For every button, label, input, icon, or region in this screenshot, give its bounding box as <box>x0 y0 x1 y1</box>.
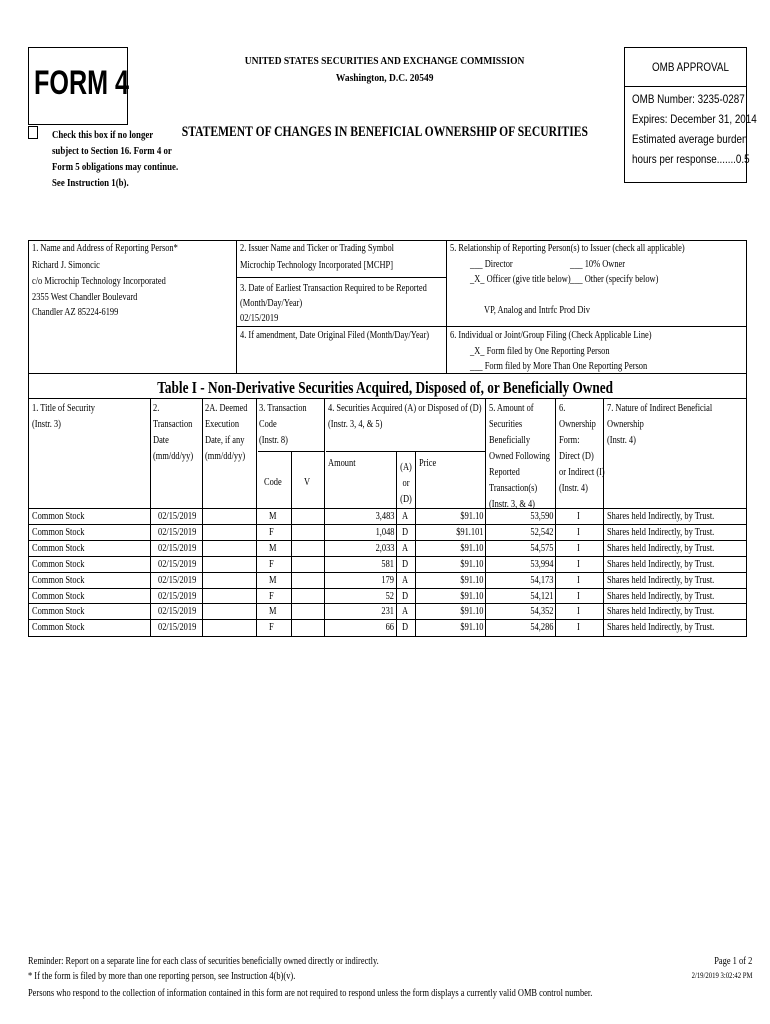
cell-price: $91.10 <box>459 622 483 634</box>
header-line: (mm/dd/yy) <box>153 451 194 462</box>
grid-line <box>28 636 747 637</box>
header-line: 5. Amount of <box>489 403 534 414</box>
cell-title: Common Stock <box>32 511 85 522</box>
reporting-person-address: c/o Microchip Technology Incorporated <box>32 276 166 287</box>
col-header-title <box>32 401 107 433</box>
relationship-label: 5. Relationship of Reporting Person(s) to Issuer (check all applicable) <box>450 243 685 254</box>
cell-ownership: I <box>577 606 580 618</box>
header-line: Transaction <box>153 419 193 430</box>
omb-divider <box>624 86 747 87</box>
grid-line <box>446 240 447 374</box>
omb-expires: Expires: December 31, 2014 <box>632 112 757 126</box>
cell-date: 02/15/2019 <box>158 511 197 522</box>
col-header-deemed <box>205 401 256 465</box>
header-line: (Instr. 4) <box>607 435 636 446</box>
row-divider <box>28 540 747 541</box>
cell-date: 02/15/2019 <box>158 558 197 570</box>
cell-owned: 54,173 <box>529 574 553 586</box>
header-line: 6. <box>559 403 566 414</box>
statement-title: STATEMENT OF CHANGES IN BENEFICIAL OWNERSHIP OF SECURITIES <box>181 124 589 140</box>
cell-price: $91.10 <box>459 574 483 586</box>
header-line: 1. Title of Security <box>32 403 96 414</box>
row-divider <box>28 572 747 573</box>
grid-line <box>291 451 292 636</box>
cell-a-or-d: D <box>402 622 409 634</box>
header-line: (Instr. 3, 4, & 5) <box>328 419 383 430</box>
grid-line <box>236 240 237 374</box>
grid-line <box>746 374 747 636</box>
cell-amount: 2,033 <box>375 542 394 554</box>
header-line: 2A. Deemed <box>205 403 248 414</box>
cell-ownership: I <box>577 558 580 570</box>
grid-line <box>746 240 747 374</box>
grid-line <box>28 374 29 636</box>
cell-nature: Shares held Indirectly, by Trust. <box>607 622 715 634</box>
earliest-date-label: 3. Date of Earliest Transaction Required to be Reported <box>240 283 427 294</box>
grid-line <box>28 508 747 509</box>
cell-title: Common Stock <box>32 622 85 634</box>
cell-amount: 66 <box>385 622 394 634</box>
reporting-person-address: 2355 West Chandler Boulevard <box>32 292 138 303</box>
cell-nature: Shares held Indirectly, by Trust. <box>607 590 715 602</box>
header-line: Date, if any <box>205 435 245 446</box>
header-line: Securities <box>489 419 523 430</box>
cell-date: 02/15/2019 <box>158 574 197 586</box>
cell-owned: 53,590 <box>529 511 553 522</box>
cell-amount: 52 <box>385 590 394 602</box>
amendment-label: 4. If amendment, Date Original Filed (Month/Day/Year) <box>240 330 430 341</box>
cell-nature: Shares held Indirectly, by Trust. <box>607 526 715 538</box>
col-subheader-amount: Amount <box>328 458 356 469</box>
grid-line <box>396 451 397 636</box>
grid-line <box>324 398 325 636</box>
grid-line <box>415 451 416 636</box>
cell-owned: 52,542 <box>529 526 553 538</box>
cell-amount: 179 <box>381 574 394 586</box>
cell-nature: Shares held Indirectly, by Trust. <box>607 542 715 554</box>
header-line: 4. Securities Acquired (A) or Disposed of (D) <box>328 403 482 414</box>
cell-amount: 581 <box>381 558 394 570</box>
cell-title: Common Stock <box>32 574 85 586</box>
cell-a-or-d: D <box>402 526 409 538</box>
cell-a-or-d: D <box>402 590 409 602</box>
footer-omb-notice: Persons who respond to the collection of information contained in this form are not required to respond unless the form displays a currently valid OMB control number. <box>28 988 593 999</box>
header-line: Beneficially <box>489 435 531 446</box>
relationship-ten-pct: ___ 10% Owner <box>570 259 626 270</box>
cell-nature: Shares held Indirectly, by Trust. <box>607 511 715 522</box>
cell-a-or-d: D <box>402 558 409 570</box>
cell-price: $91.10 <box>459 558 483 570</box>
cell-a-or-d: A <box>402 606 409 618</box>
filing-one: _X_ Form filed by One Reporting Person <box>470 346 610 357</box>
col-header-code <box>259 401 316 449</box>
header-line: (Instr. 3, & 4) <box>489 499 535 510</box>
header-line: 7. Nature of Indirect Beneficial <box>607 403 713 414</box>
footer-reminder: Reminder: Report on a separate line for each class of securities beneficially owned directly or indirectly. <box>28 956 379 967</box>
footer-instruction: * If the form is filed by more than one reporting person, see Instruction 4(b)(v). <box>28 971 296 982</box>
relationship-other: ___ Other (specify below) <box>570 274 659 285</box>
cell-date: 02/15/2019 <box>158 542 197 554</box>
cell-ownership: I <box>577 574 580 586</box>
cell-title: Common Stock <box>32 590 85 602</box>
cell-nature: Shares held Indirectly, by Trust. <box>607 574 715 586</box>
table-title: Table I - Non-Derivative Securities Acquired, Disposed of, or Beneficially Owned <box>157 378 613 397</box>
cell-nature: Shares held Indirectly, by Trust. <box>607 558 715 570</box>
grid-line <box>236 277 446 278</box>
row-divider <box>28 524 747 525</box>
header-line: Ownership <box>559 419 596 430</box>
header-line: Date <box>153 435 169 446</box>
cell-ownership: I <box>577 526 580 538</box>
cell-price: $91.10 <box>459 542 483 554</box>
reporting-person-name: Richard J. Simoncic <box>32 260 100 271</box>
cell-amount: 3,483 <box>375 511 394 522</box>
cell-code: M <box>269 511 277 522</box>
cell-amount: 1,048 <box>375 526 394 538</box>
cell-nature: Shares held Indirectly, by Trust. <box>607 606 715 618</box>
cell-owned: 54,352 <box>529 606 553 618</box>
print-timestamp: 2/19/2019 3:02:42 PM <box>691 971 752 980</box>
header-line: Execution <box>205 419 240 430</box>
cell-a-or-d: A <box>402 511 409 522</box>
cell-title: Common Stock <box>32 558 85 570</box>
cell-date: 02/15/2019 <box>158 590 197 602</box>
col-subheader-a-or-d <box>398 460 414 508</box>
officer-title: VP, Analog and Intrfc Prod Div <box>484 305 590 316</box>
row-divider <box>28 556 747 557</box>
header-line: or <box>402 478 410 489</box>
cell-code: M <box>269 606 277 618</box>
issuer-value: Microchip Technology Incorporated [MCHP] <box>240 260 393 271</box>
cell-date: 02/15/2019 <box>158 526 197 538</box>
header-line: (D) <box>400 494 412 505</box>
cell-a-or-d: A <box>402 542 409 554</box>
col-header-ownership-form <box>559 401 613 497</box>
grid-line <box>202 398 203 636</box>
header-line: Reported <box>489 467 520 478</box>
header-line: Code <box>259 419 277 430</box>
grid-line <box>28 398 747 399</box>
cell-price: $91.10 <box>459 511 483 522</box>
cell-ownership: I <box>577 542 580 554</box>
cell-price: $91.10 <box>459 606 483 618</box>
col-subheader-code: Code <box>264 477 282 488</box>
cell-owned: 53,994 <box>529 558 553 570</box>
header-line: Owned Following <box>489 451 550 462</box>
header-line: Direct (D) <box>559 451 594 462</box>
cell-ownership: I <box>577 590 580 602</box>
grid-line <box>150 398 151 636</box>
col-subheader-v: V <box>304 477 311 488</box>
col-subheader-price: Price <box>419 458 437 469</box>
cell-code: F <box>269 590 274 602</box>
header-line: (Instr. 4) <box>559 483 588 494</box>
omb-burden-2: hours per response.......0.5 <box>632 152 750 166</box>
relationship-officer: _X_ Officer (give title below) <box>470 274 571 285</box>
header-line: or Indirect (I) <box>559 467 605 478</box>
col-header-nature <box>607 401 732 449</box>
cell-amount: 231 <box>381 606 394 618</box>
grid-line <box>28 240 747 241</box>
reporting-person-address: Chandler AZ 85224-6199 <box>32 307 119 318</box>
cell-owned: 54,121 <box>529 590 553 602</box>
cell-date: 02/15/2019 <box>158 622 197 634</box>
relationship-director: ___ Director <box>470 259 513 270</box>
cell-code: F <box>269 622 274 634</box>
filing-label: 6. Individual or Joint/Group Filing (Check Applicable Line) <box>450 330 652 341</box>
cell-code: M <box>269 574 277 586</box>
omb-number: OMB Number: 3235-0287 <box>632 92 745 106</box>
earliest-date-value: 02/15/2019 <box>240 313 279 324</box>
omb-approval-heading: OMB APPROVAL <box>652 60 729 74</box>
col-header-owned <box>489 401 562 513</box>
header-line: Ownership <box>607 419 644 430</box>
cell-ownership: I <box>577 511 580 522</box>
cell-code: M <box>269 542 277 554</box>
grid-line <box>485 398 486 636</box>
row-divider <box>28 588 747 589</box>
col-header-date <box>153 401 201 465</box>
cell-a-or-d: A <box>402 574 409 586</box>
row-divider <box>28 619 747 620</box>
cell-owned: 54,286 <box>529 622 553 634</box>
agency-location: Washington, D.C. 20549 <box>336 72 434 84</box>
cell-title: Common Stock <box>32 542 85 554</box>
cell-price: $91.10 <box>459 590 483 602</box>
header-line: Transaction(s) <box>489 483 538 494</box>
cell-owned: 54,575 <box>529 542 553 554</box>
header-line: (A) <box>400 462 412 473</box>
header-line: (mm/dd/yy) <box>205 451 246 462</box>
cell-code: F <box>269 526 274 538</box>
cell-title: Common Stock <box>32 526 85 538</box>
checkbox-text-line: subject to Section 16. Form 4 or <box>52 146 172 157</box>
cell-price: $91.101 <box>455 526 483 538</box>
checkbox-text-line: See Instruction 1(b). <box>52 178 129 189</box>
header-line: 2. <box>153 403 160 414</box>
header-line: 3. Transaction <box>259 403 307 414</box>
grid-line <box>326 451 485 452</box>
grid-line <box>256 398 257 636</box>
omb-burden-1: Estimated average burden <box>632 132 748 146</box>
header-line: (Instr. 3) <box>32 419 61 430</box>
page-number: Page 1 of 2 <box>713 956 752 967</box>
grid-line <box>28 240 29 374</box>
filing-more: ___ Form filed by More Than One Reporting Person <box>470 361 648 372</box>
cell-ownership: I <box>577 622 580 634</box>
header-line: Form: <box>559 435 580 446</box>
issuer-label: 2. Issuer Name and Ticker or Trading Symbol <box>240 243 395 254</box>
agency-name: UNITED STATES SECURITIES AND EXCHANGE COMMISSION <box>245 55 525 67</box>
checkbox-text-line: Form 5 obligations may continue. <box>52 162 179 173</box>
header-line: (Instr. 8) <box>259 435 288 446</box>
cell-title: Common Stock <box>32 606 85 618</box>
reporting-person-label: 1. Name and Address of Reporting Person* <box>32 243 178 254</box>
cell-code: F <box>269 558 274 570</box>
cell-date: 02/15/2019 <box>158 606 197 618</box>
checkbox-text-line: Check this box if no longer <box>52 130 154 141</box>
row-divider <box>28 603 747 604</box>
earliest-date-label: (Month/Day/Year) <box>240 298 303 309</box>
col-header-securities <box>328 401 511 433</box>
grid-line <box>236 326 747 327</box>
form-title: FORM 4 <box>34 64 130 102</box>
